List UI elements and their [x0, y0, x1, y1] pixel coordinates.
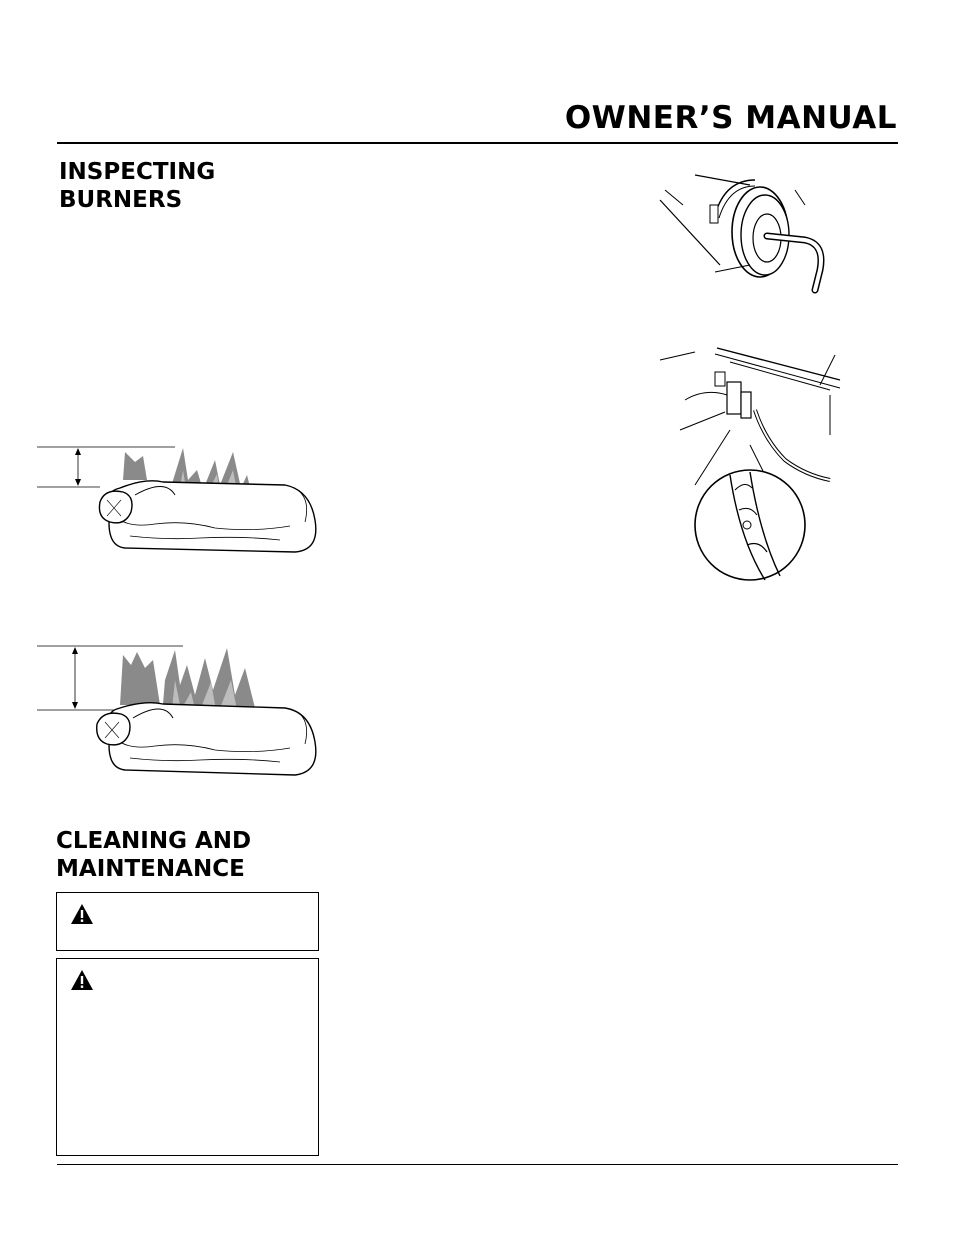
pilot-assembly-illustration [655, 340, 845, 590]
warning-box [56, 892, 319, 951]
warning-triangle-icon [70, 969, 94, 991]
cleaning-maintenance-heading [56, 827, 251, 883]
heading-line: BURNERS [59, 187, 183, 213]
log-flame-illustration-small [35, 440, 325, 560]
footer-rule [57, 1164, 898, 1165]
page-title: OWNER’S MANUAL [564, 100, 897, 136]
inspecting-burners-heading [59, 158, 215, 214]
heading-line: MAINTENANCE [56, 856, 245, 882]
heading-line: CLEANING AND [56, 828, 252, 854]
burner-air-shutter-illustration [655, 160, 845, 300]
log-flame-illustration-large [35, 640, 325, 785]
header-rule [57, 142, 898, 144]
heading-line: INSPECTING [59, 159, 216, 185]
warning-box [56, 958, 319, 1156]
warning-triangle-icon [70, 903, 94, 925]
